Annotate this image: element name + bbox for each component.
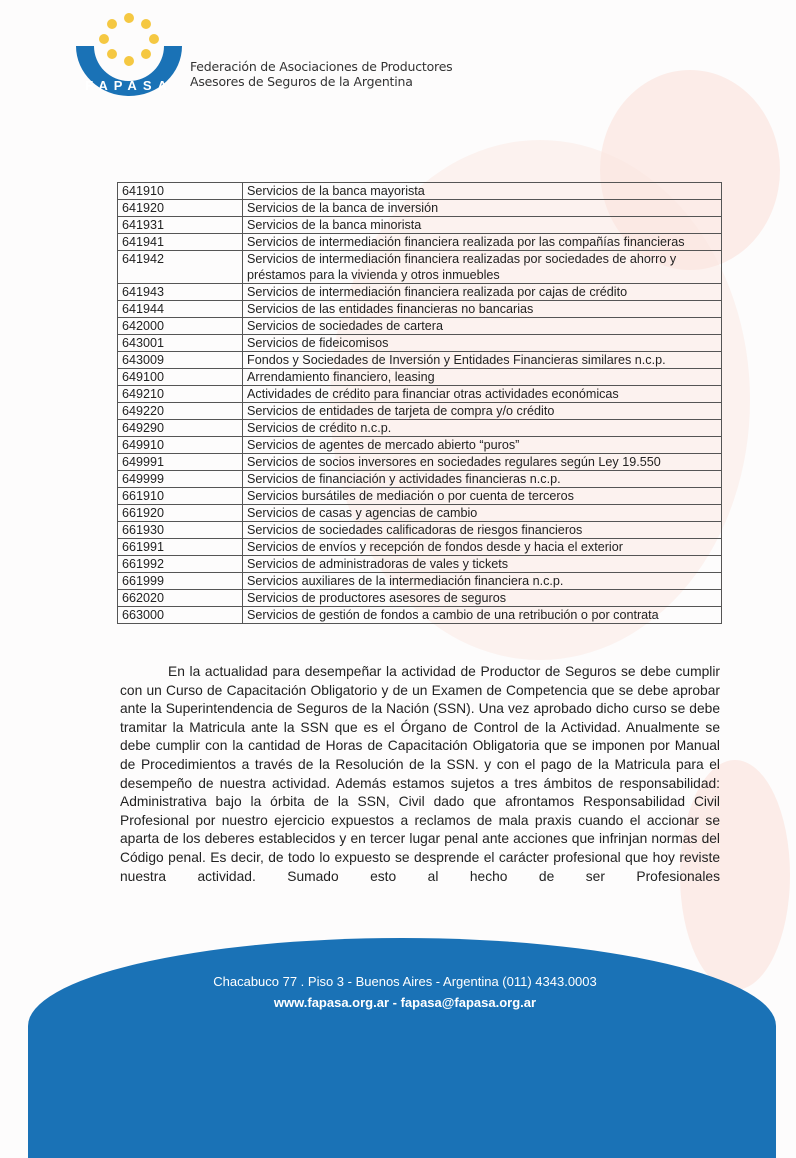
table-row (118, 217, 722, 234)
table-row (118, 437, 722, 454)
activity-description: Servicios de casas y agencias de cambio (243, 505, 722, 522)
activity-code: 663000 (118, 607, 243, 624)
activity-code: 641931 (118, 217, 243, 234)
activity-code: 649220 (118, 403, 243, 420)
table-row (118, 607, 722, 624)
activity-code: 661910 (118, 488, 243, 505)
activity-description: Servicios de intermediación financiera realizada por las compañías financieras (243, 234, 722, 251)
activity-description: Servicios de fideicomisos (243, 335, 722, 352)
table-row (118, 200, 722, 217)
table-row (118, 369, 722, 386)
activity-description: Servicios de la banca minorista (243, 217, 722, 234)
table-row (118, 488, 722, 505)
table-row (118, 573, 722, 590)
table-row (118, 234, 722, 251)
activity-description: Servicios de gestión de fondos a cambio de una retribución o por contrata (243, 607, 722, 624)
activity-code: 649210 (118, 386, 243, 403)
table-row (118, 301, 722, 318)
svg-text:FAPASA: FAPASA (85, 78, 173, 93)
table-row (118, 386, 722, 403)
activity-code: 661930 (118, 522, 243, 539)
activity-code: 661920 (118, 505, 243, 522)
activity-code: 643001 (118, 335, 243, 352)
activity-code: 641944 (118, 301, 243, 318)
activity-description: Servicios de financiación y actividades financieras n.c.p. (243, 471, 722, 488)
table-row (118, 454, 722, 471)
table-row (118, 505, 722, 522)
footer-contact: www.fapasa.org.ar - fapasa@fapasa.org.ar (273, 995, 537, 1010)
footer-address: Chacabuco 77 . Piso 3 - Buenos Aires - Argentina (011) 4343.0003 (213, 974, 597, 989)
org-line-1: Federación de Asociaciones de Productores (190, 59, 453, 74)
table-row (118, 556, 722, 573)
table-row (118, 420, 722, 437)
activity-description: Servicios auxiliares de la intermediación financiera n.c.p. (243, 573, 722, 590)
table-row (118, 403, 722, 420)
footer-band (28, 938, 776, 1158)
activity-description: Servicios de la banca mayorista (243, 183, 722, 200)
activity-code: 641942 (118, 251, 243, 284)
table-row (118, 284, 722, 301)
activity-description: Servicios de socios inversores en sociedades regulares según Ley 19.550 (243, 454, 722, 471)
activity-description: Servicios de sociedades de cartera (243, 318, 722, 335)
activity-code: 649100 (118, 369, 243, 386)
activity-description: Servicios bursátiles de mediación o por cuenta de terceros (243, 488, 722, 505)
table-row (118, 335, 722, 352)
table-row (118, 539, 722, 556)
activity-description: Servicios de administradoras de vales y tickets (243, 556, 722, 573)
activity-description: Servicios de crédito n.c.p. (243, 420, 722, 437)
activity-code: 643009 (118, 352, 243, 369)
table-row (118, 522, 722, 539)
activity-description: Servicios de envíos y recepción de fondos desde y hacia el exterior (243, 539, 722, 556)
activity-code: 661999 (118, 573, 243, 590)
activity-description: Actividades de crédito para financiar otras actividades económicas (243, 386, 722, 403)
fapasa-logo (74, 6, 184, 98)
table-row (118, 352, 722, 369)
activity-description: Servicios de sociedades calificadoras de riesgos financieros (243, 522, 722, 539)
table-row (118, 318, 722, 335)
table-row (118, 183, 722, 200)
activity-description: Arrendamiento financiero, leasing (243, 369, 722, 386)
activity-description: Servicios de productores asesores de seguros (243, 590, 722, 607)
activity-code: 641943 (118, 284, 243, 301)
activity-description: Servicios de agentes de mercado abierto “puros” (243, 437, 722, 454)
activity-code: 649999 (118, 471, 243, 488)
activity-description: Servicios de entidades de tarjeta de compra y/o crédito (243, 403, 722, 420)
activity-description: Fondos y Sociedades de Inversión y Entidades Financieras similares n.c.p. (243, 352, 722, 369)
activity-description: Servicios de intermediación financiera realizadas por sociedades de ahorro y préstamos para la vivienda y otros inmuebles (243, 251, 722, 284)
activity-code: 662020 (118, 590, 243, 607)
activity-code: 641941 (118, 234, 243, 251)
table-row (118, 590, 722, 607)
org-line-2: Asesores de Seguros de la Argentina (190, 74, 413, 89)
activity-description: Servicios de las entidades financieras no bancarias (243, 301, 722, 318)
table-row (118, 251, 722, 284)
body-paragraph: En la actualidad para desempeñar la actividad de Productor de Seguros se debe cumplir con un Curso de Capacitación Obligatorio y de un Examen de Competencia que se debe aprobar ante la Superintendencia de Seguros de la Nación (SSN). Una vez aprobado dicho curso se debe tramitar la Matricula ante la SSN que es el Órgano de Control de la Actividad. Anualmente se debe cumplir con la cantidad de Horas de Capacitación Obligatoria que se imponen por Manual de Procedimientos a través de la Resolución de la SSN. y con el pago de la Matricula para el desempeño de nuestra actividad. Además estamos sujetos a tres ámbitos de responsabilidad: Administrativa bajo la órbita de la SSN, Civil dado que afrontamos Responsabilidad Civil Profesional por nuestro ejercicio expuestos a reclamos de mala praxis cuando el accionar se aparta de los deberes establecidos y en tercer lugar penal ante acciones que infrinjan normas del Código penal. Es decir, de todo lo expuesto se desprende el carácter profesional que hoy reviste nuestra actividad. Sumado esto al hecho de ser Profesionales (120, 664, 720, 884)
activity-code: 649290 (118, 420, 243, 437)
table-row (118, 471, 722, 488)
activity-code: 649910 (118, 437, 243, 454)
activity-description: Servicios de la banca de inversión (243, 200, 722, 217)
activity-code: 661992 (118, 556, 243, 573)
activity-code: 641910 (118, 183, 243, 200)
activity-codes-table (117, 182, 722, 624)
activity-code: 641920 (118, 200, 243, 217)
activity-code: 649991 (118, 454, 243, 471)
activity-code: 642000 (118, 318, 243, 335)
activity-description: Servicios de intermediación financiera realizada por cajas de crédito (243, 284, 722, 301)
activity-code: 661991 (118, 539, 243, 556)
organization-name (190, 59, 453, 89)
